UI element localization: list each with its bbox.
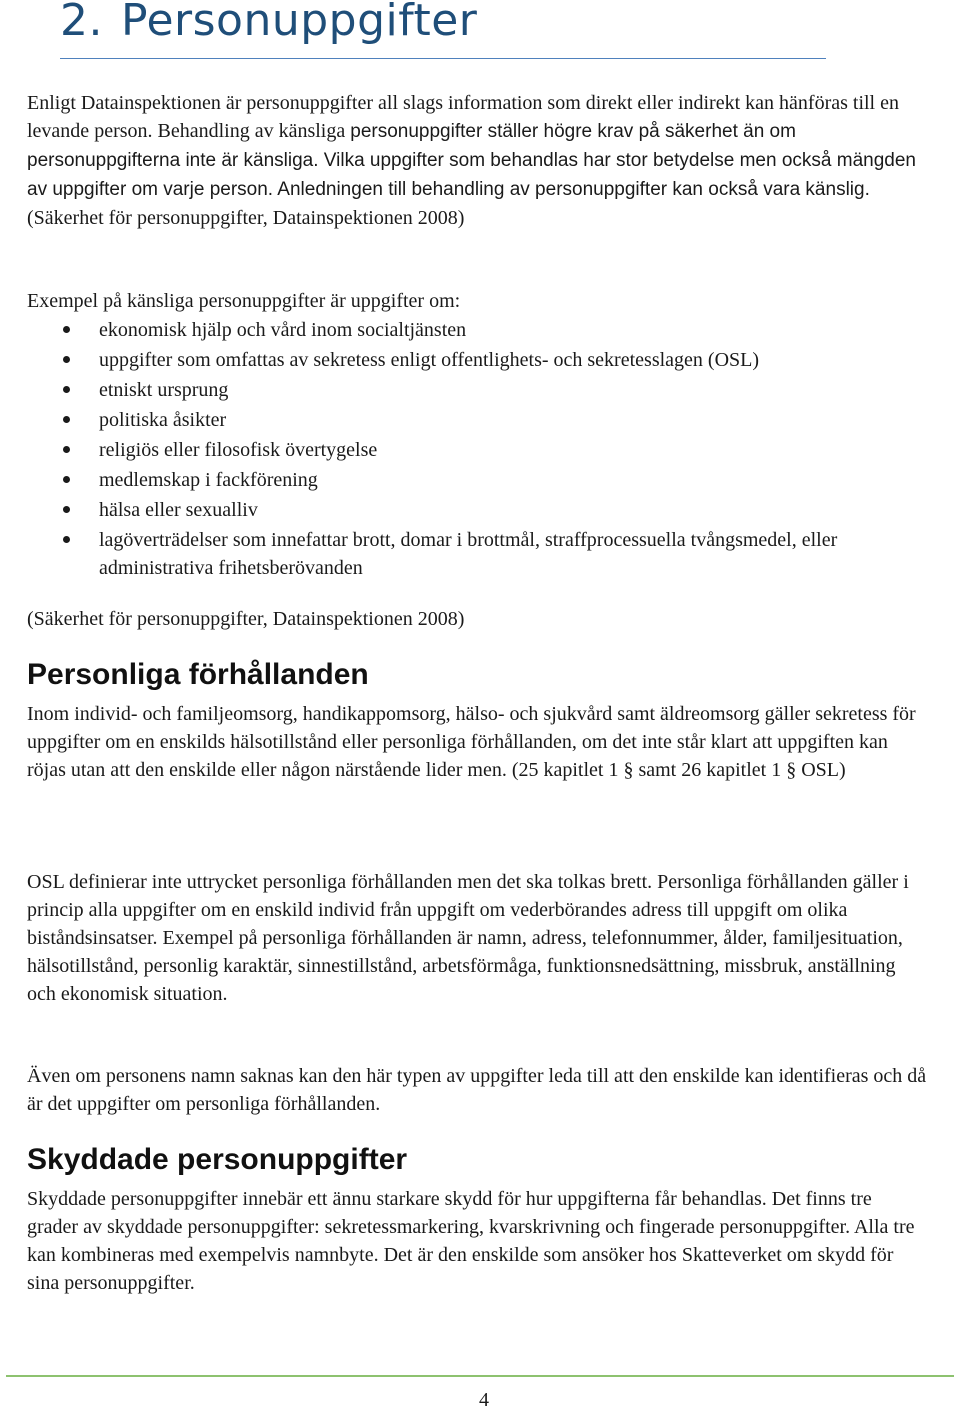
section-heading-protected: Skyddade personuppgifter <box>27 1143 408 1176</box>
list-item <box>27 466 927 494</box>
protected-paragraph-1: Skyddade personuppgifter innebär ett ännu starkare skydd för hur uppgifterna får behandlas. Det finns tre grader av skyddade personuppgifter: sekretessmarkering, kvarskrivning och fingerade personuppgifter. Alla tre kan kombineras med exempelvis namnbyte. Det är den enskilde som ansöker hos Skatteverket om skydd för sina personuppgifter. <box>27 1188 915 1294</box>
list-item <box>27 376 927 404</box>
bullet-icon <box>63 446 70 453</box>
list-item <box>27 526 927 582</box>
bullet-icon <box>63 476 70 483</box>
list-item <box>27 346 927 374</box>
list-item-text: hälsa eller sexualliv <box>99 499 258 521</box>
bullet-icon <box>63 356 70 363</box>
list-item-text: etniskt ursprung <box>99 379 229 401</box>
list-item <box>27 316 927 344</box>
footer-rule <box>6 1375 954 1377</box>
personal-paragraph-3: Även om personens namn saknas kan den här typen av uppgifter leda till att den enskilde kan identifieras och då är det uppgifter om personliga förhållanden. <box>27 1065 927 1115</box>
list-item-text: lagöverträdelser som innefattar brott, domar i brottmål, straffprocessuella tvångsmedel, eller administrativa frihetsberövanden <box>99 529 838 579</box>
examples-source: (Säkerhet för personuppgifter, Datainspektionen 2008) <box>27 608 465 630</box>
intro-paragraph <box>27 89 927 232</box>
list-item <box>27 436 927 464</box>
chapter-title: Personuppgifter <box>120 0 478 46</box>
heading-underline <box>60 58 826 59</box>
section-heading-personal: Personliga förhållanden <box>27 658 369 691</box>
intro-text-serif-2: (Säkerhet för personuppgifter, Datainspektionen 2008) <box>27 207 465 229</box>
intro-text-sans: personuppgifter ställer högre krav på säkerhet än om personuppgifterna inte är känsliga. Vilka uppgifter som behandlas har stor betydelse men också mängden av uppgifter om varje person. Anledningen till behandling av personuppgifter kan också vara känslig. <box>27 121 916 200</box>
bullet-icon <box>63 506 70 513</box>
sensitive-data-list <box>27 316 927 584</box>
bullet-icon <box>63 386 70 393</box>
bullet-icon <box>63 536 70 543</box>
list-item-text: religiös eller filosofisk övertygelse <box>99 439 378 461</box>
personal-paragraph-2: OSL definierar inte uttrycket personliga förhållanden men det ska tolkas brett. Personliga förhållanden gäller i princip alla uppgifter om en enskild individ från uppgift om vederbörandes adress till uppgift om olika biståndsinsatser. Exempel på personliga förhållanden är namn, adress, telefonnummer, ålder, familjesituation, hälsotillstånd, personlig karaktär, sinnestillstånd, arbetsförmåga, funktionsnedsättning, missbruk, anställning och ekonomisk situation. <box>27 871 909 1005</box>
examples-intro: Exempel på känsliga personuppgifter är uppgifter om: <box>27 290 461 312</box>
page-number: 4 <box>479 1389 489 1411</box>
intro-text-serif-1: Enligt Datainspektionen är personuppgifter all slags information som direkt eller indirekt kan hänföras till en levande person. Behandling av känsliga <box>27 92 899 142</box>
list-item <box>27 406 927 434</box>
list-item-text: ekonomisk hjälp och vård inom socialtjänsten <box>99 319 467 341</box>
bullet-icon <box>63 416 70 423</box>
list-item <box>27 496 927 524</box>
bullet-icon <box>63 326 70 333</box>
list-item-text: politiska åsikter <box>99 409 227 431</box>
list-item-text: medlemskap i fackförening <box>99 469 318 491</box>
list-item-text: uppgifter som omfattas av sekretess enligt offentlighets- och sekretesslagen (OSL) <box>99 349 760 371</box>
personal-paragraph-1: Inom individ- och familjeomsorg, handikappomsorg, hälso- och sjukvård samt äldreomsorg gäller sekretess för uppgifter om en enskilds hälsotillstånd eller personliga förhållanden, om det inte står klart att uppgiften kan röjas utan att den enskilde eller någon närstående lider men. (25 kapitlet 1 § samt 26 kapitlet 1 § OSL) <box>27 703 916 781</box>
chapter-heading <box>60 0 477 52</box>
chapter-number: 2. <box>60 0 103 46</box>
